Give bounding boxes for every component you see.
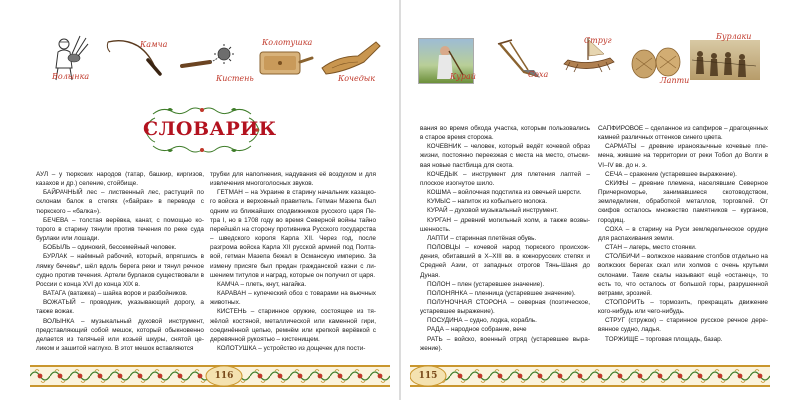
glossary-entry-polovtsy: ПОЛОВЦЫ – кочевой народ тюркского происхождения, обитавший в X–XIII вв. в южнорусских степях и Средней Азии, от западных отрогов Тянь-Шаня до Дуная.	[420, 244, 590, 279]
glossary-entry-stolbichi: СТОЛБИЧИ – волжское название столбов отдельно на волжских берегах скал или холмов с очень крутыми склонами. Такие скалы называют ещё «останец», то есть то, что осталось от большой горы, разрушенной ветрами, эрозией.	[598, 253, 768, 297]
bagpipe-label: Волынка	[52, 72, 90, 81]
flail-label: Кистень	[216, 74, 254, 83]
glossary-entry-rada: РАДА – народное собрание, вече	[427, 326, 527, 334]
glossary-entry-koshma: КОШМА – войлочная подстилка из овечьей шерсти.	[427, 189, 582, 197]
bast-shoes-label: Лапти	[660, 76, 690, 85]
text-column-2	[210, 170, 376, 353]
glossary-entry-burlak: БУРЛАК – наёмный рабочий, который, впрягшись в лямку бечевы*, шёл вдоль берега реки и тянул речное судно против течения. Артели бурлаков существовали в России с конца XVI до конца XIX в.	[36, 253, 204, 288]
glossary-entry-kolotushka-cont: вания во время обхода участка, которым пользовались в старое время сторожа.	[420, 125, 590, 142]
glossary-entry-kolotushka: КОЛОТУШКА – устройство из дощечек для пости-	[217, 344, 366, 352]
glossary-entry-strug: СТРУГ (стружок) – старинное русское речное деревянное судно, ладья.	[598, 317, 768, 334]
glossary-entry-polon: ПОЛОН – плен (устаревшее значение).	[427, 280, 545, 288]
glossary-entry-stoporit: СТОПОРИТЬ – тормозить, прекращать движение кого-нибудь или чего-нибудь.	[598, 298, 768, 316]
glossary-entry-kisten: КИСТЕНЬ – старинное оружие, состоящее из тяжёлой костяной, металлической или каменной гири, соединённой цепью, ремнём или крепкой верёвкой с деревянной рукоятью – кистенищем.	[210, 308, 376, 343]
glossary-entry-sapfirovoe: САПФИРОВОЕ – сделанное из сапфиров – драгоценных камней различных оттенков синего цвета.	[598, 125, 768, 142]
glossary-entry-kochevnik: КОЧЕВНИК – человек, который ведёт кочевой образ жизни, постоянно переезжая с места на место, отыскивая новые пастбища для скота.	[420, 143, 590, 169]
kurai-label: Курай	[450, 72, 476, 81]
bast-shoes-image	[628, 40, 684, 80]
glossary-entry-polonyanka: ПОЛОНЯНКА – пленница (устаревшее значение).	[427, 289, 576, 297]
plough-label: Соха	[528, 70, 549, 79]
glossary-entry-kochedyk: КОЧЕДЫК – инструмент для плетения лаптей – плоское изогнутое шило.	[420, 170, 590, 187]
glossary-entry-sarmaty: САРМАТЫ – древние ираноязычные кочевые племена, жившие на территории от реки Тобол до Волги в VI–IV вв. до н. э.	[598, 143, 768, 169]
glossary-entry-posudina: ПОСУДИНА – судно, лодка, корабль.	[427, 317, 537, 325]
glossary-entry-torzhishche: ТОРЖИЩЕ – торговая площадь, базар.	[605, 335, 723, 343]
glossary-entry-volynka-cont: трубки для наполнения, надувания её воздухом и для извлечения многоголосных звуков.	[210, 171, 376, 188]
page-number-right: 115	[418, 371, 438, 381]
glossary-entry-kurai: КУРАЙ – духовой музыкальный инструмент.	[427, 207, 558, 215]
glossary-entry-skify: СКИФЫ – древние племена, населявшие Северное Причерноморье, занимавшиеся скотоводством, земледелием, обработкой металлов, торговлей. От скифов осталось множество памятников – курганов, городищ.	[598, 179, 768, 224]
glossary-entry-kamcha: КАМЧА – плеть, кнут, нагайка.	[217, 280, 307, 288]
glossary-entry-getman: ГЕТМАН – на Украине в старину начальник казацкого войска и верховный правитель. Гетман Мазепа был одним из ближайших сподвижников русского царя Петра I, но в 1708 году во время Северной войны тайно перейшёл на сторону противника Русского государства – шведского короля Карла XII. Через год, после разгрома войска Карла XII русской армией под Полтавой, гетман Мазепа бежал в Османскую империю. За измену присяге был предан гражданской казни с лишением титулов и наград, которые он получил от царя.	[210, 189, 376, 279]
page-gutter	[399, 0, 401, 400]
text-column-3	[420, 124, 590, 353]
glossary-entry-vataga: ВАТАГА (ватажка) – шайка воров и разбойников.	[43, 290, 188, 298]
glossary-entry-volynka: ВОЛЫНКА – музыкальный духовой инструмент, представляющий собой мешок, который обыкновенно делается из телячьей или козьей шкуры, снятой целиком и зашитой наглухо. В этот мешок вставляются	[36, 317, 204, 352]
text-column-1	[36, 170, 204, 353]
whip-label: Камча	[140, 40, 168, 49]
page-title: СЛОВАРИК	[143, 118, 277, 140]
wooden-club-image	[318, 34, 382, 76]
glossary-entry-bairachny: БАЙРАЧНЫЙ лес – лиственный лес, растущий по склонам балок в степях («байрак» в переводе с тюркского – «балка»).	[36, 189, 204, 215]
haulers-label: Бурлаки	[716, 32, 752, 41]
glossary-entry-secha: СЕЧА – сражение (устаревшее выражение).	[605, 170, 737, 178]
glossary-entry-kumys: КУМЫС – напиток из кобыльего молока.	[427, 198, 548, 206]
glossary-entry-lapti: ЛАПТИ – старинная плетёная обувь.	[427, 234, 537, 242]
glossary-entry-kurgan: КУРГАН – древний могильный холм, а также возвышенность.	[420, 216, 590, 233]
wooden-club-label: Кочедык	[338, 74, 376, 83]
glossary-entry-aul: АУЛ – у тюркских народов (татар, башкир, киргизов, казахов и др.) селение, стойбище.	[36, 171, 204, 188]
text-column-4	[598, 124, 768, 344]
ornament-border-right	[410, 365, 770, 387]
wooden-vessel-label: Колотушка	[262, 38, 313, 47]
glossary-entry-sokha: СОХА – в старину на Руси земледельческое орудие для распахивания земли.	[598, 225, 768, 242]
glossary-entry-karavan: КАРАВАН – купеческий обоз с товарами на вьючных животных.	[210, 290, 376, 307]
glossary-entry-vozhaty: ВОЖАТЫЙ – проводник, указывающий дорогу, а также вожак.	[36, 299, 204, 316]
glossary-entry-rat: РАТЬ – войско, военный отряд (устаревшее выражение).	[420, 335, 590, 352]
wooden-vessel-image	[256, 44, 314, 84]
title-ornament	[143, 104, 277, 156]
boat-label: Струг	[584, 36, 612, 45]
glossary-entry-polunochnaya: ПОЛУНОЧНАЯ СТОРОНА – северная (поэтическое, устаревшее выражение).	[420, 298, 590, 316]
glossary-entry-bechevа: БЕЧЕВА – толстая верёвка, канат, с помощью которого в старину тянули против течения по реке суда бурлаки или лошади.	[36, 216, 204, 243]
haulers-image	[690, 40, 760, 80]
glossary-entry-stan: СТАН – лагерь, место стоянки.	[605, 244, 697, 252]
glossary-entry-bobyl: БОБЫЛЬ – одинокий, бессемейный человек.	[43, 244, 177, 252]
page-number-left: 116	[214, 371, 234, 381]
